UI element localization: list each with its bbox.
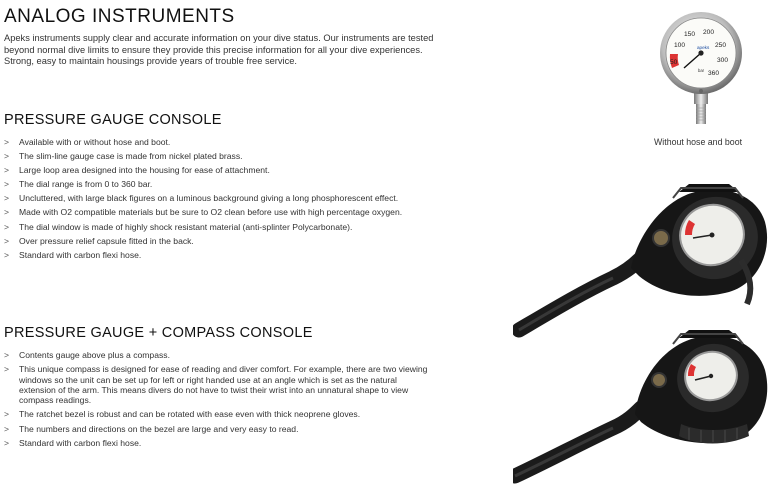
pressure-gauge-feature-item-text: Available with or without hose and boot. [19,137,171,147]
bullet-marker: > [4,409,10,420]
section-title-pressure-gauge: PRESSURE GAUGE CONSOLE [4,112,222,128]
pressure-gauge-feature-item [4,137,474,147]
pressure-gauge-feature-item [4,179,474,189]
pressure-gauge-feature-item [4,236,474,246]
pressure-gauge-feature-item-text: Standard with carbon flexi hose. [19,249,142,260]
compass-console-feature-item [4,350,434,360]
bullet-marker: > [4,235,10,246]
pressure-gauge-console-image [513,180,773,340]
bullet-marker: > [4,221,10,232]
compass-console-feature-item-text: Contents gauge above plus a compass. [19,350,170,360]
dial-number-200: 200 [703,29,715,36]
pressure-gauge-feature-item [4,250,474,260]
gauge-caption: Without hose and boot [654,137,743,147]
pressure-gauge-feature-item [4,165,474,175]
compass-console-feature-item [4,409,434,419]
pressure-gauge-feature-item-text: The dial range is from 0 to 360 bar. [19,179,153,190]
bullet-marker: > [4,350,10,360]
dial-number-150: 150 [684,31,696,38]
dial-number-360: 360 [708,70,720,77]
feature-list-pressure-gauge [4,137,474,264]
pressure-gauge-feature-item-text: The dial window is made of highly shock resistant material (anti-splinter Polycarbonate). [19,221,353,232]
bullet-marker: > [4,437,10,448]
compass-console-feature-item [4,438,434,448]
bullet-marker: > [4,193,10,204]
compass-console-image [513,328,773,488]
bullet-marker: > [4,423,10,434]
bullet-marker: > [4,151,10,162]
bullet-marker: > [4,207,10,218]
pressure-gauge-feature-item-text: The slim-line gauge case is made from nickel plated brass. [19,151,243,162]
pressure-gauge-feature-item [4,207,474,217]
compass-console-feature-item-text: Standard with carbon flexi hose. [19,437,142,448]
pressure-gauge-feature-item [4,151,474,161]
page-title: ANALOG INSTRUMENTS [4,6,235,27]
bullet-marker: > [4,179,10,190]
pressure-gauge-image [656,10,746,132]
compass-console-feature-item-text: This unique compass is designed for ease of reading and diver comfort. For example, there are two viewing windows so the unit can be set up for left or right handed use at an angle which is set as the natural extension of the arm. This means divers do not have to twist their wrist into an unnatural shape to view compass readings. [19,364,428,406]
bullet-marker: > [4,137,10,147]
pressure-gauge-feature-item-text: Made with O2 compatible materials but be sure to O2 clean before use with high percentage oxygen. [19,207,403,218]
pressure-gauge-feature-item-text: Over pressure relief capsule fitted in the back. [19,235,194,246]
brand-logo: apeks [697,45,710,50]
intro-paragraph: Apeks instruments supply clear and accurate information on your dive status. Our instruments are tested beyond normal dive limits to ensure they provide this precise information for all your dive experiences. Strong, easy to maintain housings provide years of trouble free service. [4,33,434,67]
bullet-marker: > [4,249,10,260]
pressure-gauge-feature-item-text: Uncluttered, with large black figures on a luminous background giving a long phosphorescent effect. [19,193,399,204]
dial-number-250: 250 [715,42,727,49]
dial-number-50: 50 [670,59,678,66]
section-title-compass-console: PRESSURE GAUGE + COMPASS CONSOLE [4,325,313,341]
compass-console-feature-item [4,364,434,406]
dial-number-300: 300 [717,57,729,64]
pressure-gauge-feature-item [4,222,474,232]
compass-console-feature-item-text: The numbers and directions on the bezel are large and very easy to read. [19,423,299,434]
unit-label: bar [698,68,705,73]
pressure-gauge-feature-item [4,193,474,203]
compass-console-feature-item [4,424,434,434]
feature-list-compass-console [4,350,434,452]
bullet-marker: > [4,364,10,375]
dial-number-100: 100 [674,42,686,49]
pressure-gauge-feature-item-text: Large loop area designed into the housing for ease of attachment. [19,165,270,176]
compass-console-feature-item-text: The ratchet bezel is robust and can be rotated with ease even with thick neoprene gloves. [19,409,361,420]
bullet-marker: > [4,165,10,176]
